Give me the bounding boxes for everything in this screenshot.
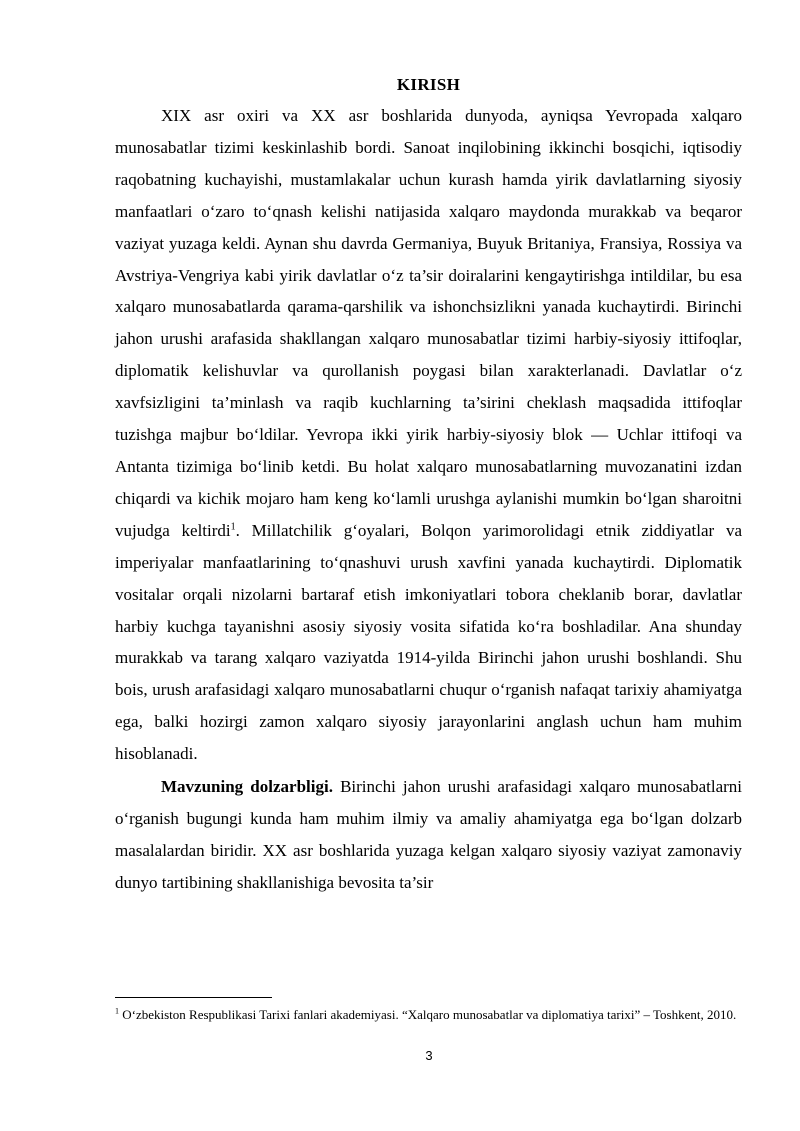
section-lead-heading: Mavzuning dolzarbligi. — [161, 777, 333, 797]
footnote-text: O‘zbekiston Respublikasi Tarixi fanlari akademiyasi. “Xalqaro munosabatlar va diplomatiya tarixi” – Toshkent, 2010. — [119, 1007, 737, 1022]
footnote-marker: 1 — [115, 1006, 119, 1016]
page-title: KIRISH — [396, 75, 461, 94]
intro-paragraph — [115, 100, 742, 770]
footnote-reference[interactable]: 1 — [230, 521, 236, 533]
page-number: 3 — [425, 1048, 433, 1063]
relevance-paragraph — [115, 771, 742, 899]
paragraph-text: XIX asr oxiri va XX asr boshlarida dunyoda, ayniqsa Yevropada xalqaro munosabatlar tizimi keskinlashib bordi. Sanoat inqilobining ikkinchi bosqichi, iqtisodiy raqobatning kuchayishi, mustamlakalar uchun kurash hamda yirik davlatlarning siyosiy manfaatlari o‘zaro to‘qnash kelishi natijasida xalqaro maydonda murakkab va beqaror vaziyat yuzaga keldi. Aynan shu davrda Germaniya, Buyuk Britaniya, Fransiya, Rossiya va Avstriya-Vengriya kabi yirik davlatlar o‘z ta’sir doiralarini kengaytirishga intildilar, bu esa xalqaro munosabatlarda qarama-qarshilik va ishonchsizlikni yanada kuchaytirdi. Birinchi jahon urushi arafasida shakllangan xalqaro munosabatlar tizimi harbiy-siyosiy ittifoqlar, diplomatik kelishuvlar va qurollanish poygasi bilan xarakterlanadi. Davlatlar o‘z xavfsizligini ta’minlash va raqib kuchlarning ta’sirini cheklash maqsadida ittifoqlar tuzishga majbur bo‘ldilar. Yevropa ikki yirik harbiy-siyosiy blok — Uchlar ittifoqi va Antanta tizimiga bo‘linib ketdi. Bu holat xalqaro munosabatlarning muvozanatini izdan chiqardi va kichik mojaro ham keng ko‘lamli urushga aylanishi mumkin bo‘lgan sharoitni vujudga keltirdi — [115, 106, 742, 540]
footnote — [115, 1003, 742, 1026]
footnote-separator — [115, 997, 272, 998]
paragraph-text-continued: . Millatchilik g‘oyalari, Bolqon yarimorolidagi etnik ziddiyatlar va imperiyalar manfaatlarining to‘qnashuvi urush xavfini yanada kuchaytirdi. Diplomatik vositalar orqali nizolarni bartaraf etish imkoniyatlari tobora cheklanib borar, davlatlar harbiy kuchga tayanishni asosiy siyosiy vosita sifatida ko‘ra boshladilar. Ana shunday murakkab va tarang xalqaro vaziyatda 1914-yilda Birinchi jahon urushi boshlandi. Shu bois, urush arafasidagi xalqaro munosabatlarni chuqur o‘rganish nafaqat tarixiy ahamiyatga ega, balki hozirgi zamon xalqaro siyosiy jarayonlarini anglash uchun ham muhim hisoblanadi. — [115, 520, 742, 764]
page-body — [115, 68, 742, 899]
paragraph-text: Birinchi jahon urushi arafasidagi xalqaro munosabatlarni o‘rganish bugungi kunda ham muhim ilmiy va amaliy ahamiyatga ega bo‘lgan dolzarb masalalardan biridir. XX asr boshlarida yuzaga kelgan xalqaro siyosiy vaziyat zamonaviy dunyo tartibining shakllanishiga bevosita ta’sir — [115, 777, 742, 892]
